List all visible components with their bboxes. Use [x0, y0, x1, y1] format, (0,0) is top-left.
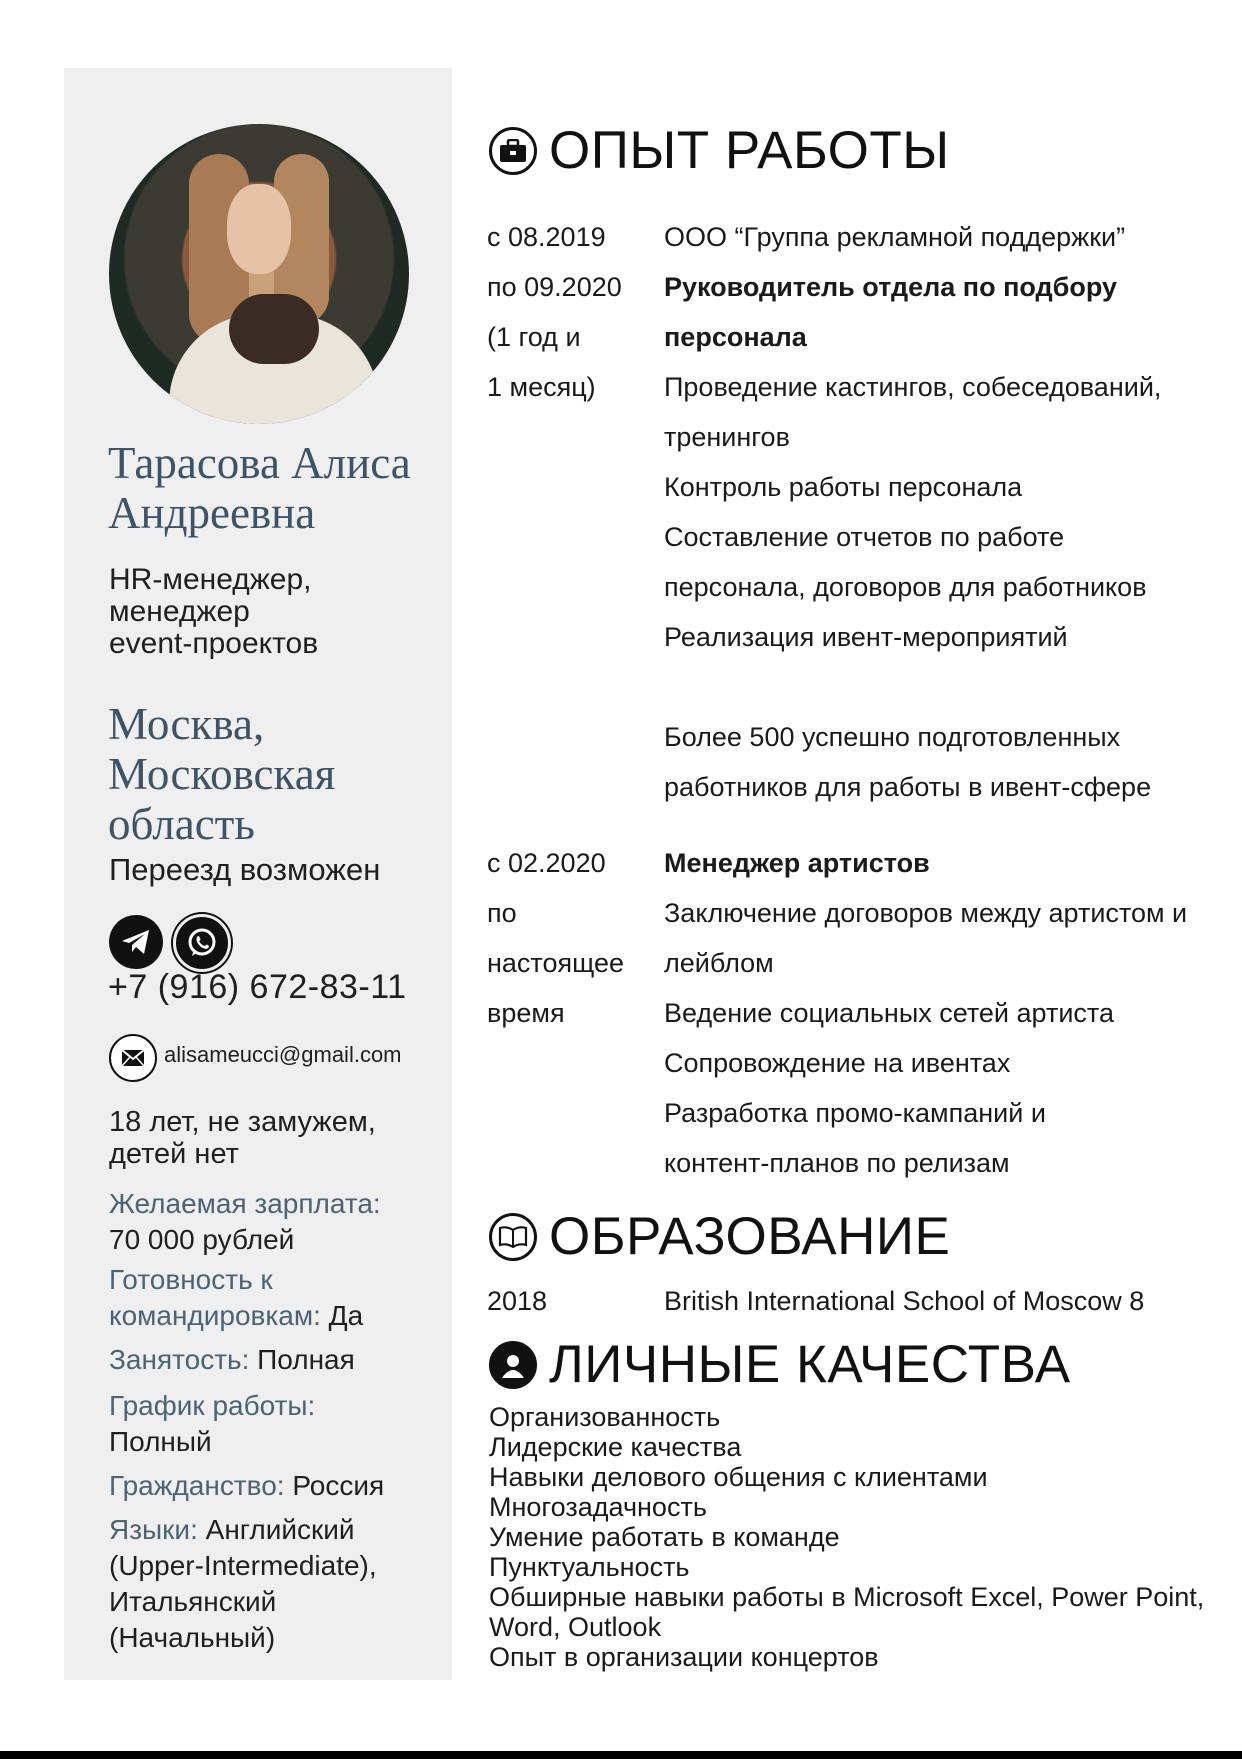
languages-info: Языки: Английский (Upper-Intermediate), Итальянский (Начальный) — [109, 1514, 377, 1653]
job-1-position: Руководитель отдела по подбору — [664, 272, 1118, 302]
job-1-company: ООО “Группа рекламной поддержки” — [664, 222, 1126, 252]
education-school: British International School of Moscow 8 — [664, 1286, 1145, 1316]
list-item: Умение работать в команде — [489, 1522, 840, 1552]
job-2-duty: контент-планов по релизам — [664, 1148, 1010, 1178]
job-1-duty: Проведение кастингов, собеседований, — [664, 372, 1162, 402]
education-heading: ОБРАЗОВАНИЕ — [489, 1206, 950, 1267]
list-item: Многозадачность — [489, 1492, 707, 1522]
email-address[interactable]: alisameucci@gmail.com — [164, 1042, 402, 1067]
job-2-dates: с 02.2020 по настоящее время — [487, 848, 625, 1028]
job-1-duty: Реализация ивент-мероприятий — [664, 622, 1068, 652]
telegram-icon[interactable] — [109, 915, 163, 969]
phone-number[interactable]: +7 (916) 672-83-11 — [108, 968, 407, 1006]
briefcase-icon — [489, 127, 537, 175]
relocation-note: Переезд возможен — [109, 852, 381, 887]
envelope-icon — [109, 1034, 157, 1082]
list-item: Пунктуальность — [489, 1552, 690, 1582]
business-trips-info: Готовность к командировкам: Да — [109, 1264, 364, 1331]
schedule-info: График работы: Полный — [109, 1390, 316, 1457]
personal-info: 18 лет, не замужем, детей нет — [109, 1106, 376, 1170]
job-2-duty: Ведение социальных сетей артиста — [664, 998, 1114, 1028]
job-2-duty: Сопровождение на ивентах — [664, 1048, 1011, 1078]
job-2-duty: лейблом — [664, 948, 774, 978]
book-icon — [489, 1213, 537, 1261]
job-1-duty: тренингов — [664, 422, 790, 452]
job-1-achievement: работников для работы в ивент-сфере — [664, 772, 1152, 802]
job-1-dates: с 08.2019 по 09.2020 (1 год и 1 месяц) — [487, 222, 622, 402]
experience-heading: ОПЫТ РАБОТЫ — [489, 120, 950, 181]
salary-info: Желаемая зарплата: 70 000 рублей — [109, 1188, 381, 1255]
list-item: Навыки делового общения с клиентами — [489, 1462, 988, 1492]
bottom-edge-bar — [0, 1751, 1242, 1759]
citizenship-info: Гражданство: Россия — [109, 1470, 385, 1501]
job-title: HR-менеджер, менеджер event-проектов — [109, 563, 319, 660]
job-2-position: Менеджер артистов — [664, 848, 930, 878]
employment-info: Занятость: Полная — [109, 1344, 355, 1375]
job-1-details — [664, 212, 1234, 812]
qualities-list — [489, 1402, 1239, 1672]
job-1-achievement: Более 500 успешно подготовленных — [664, 722, 1121, 752]
job-2-details — [664, 838, 1234, 1188]
person-icon — [489, 1341, 537, 1389]
job-1-duty: Контроль работы персонала — [664, 472, 1023, 502]
whatsapp-icon[interactable] — [173, 914, 231, 972]
list-item: Организованность — [489, 1402, 721, 1432]
list-item: Лидерские качества — [489, 1432, 742, 1462]
job-2-duty: Заключение договоров между артистом и — [664, 898, 1188, 928]
list-item: Обширные навыки работы в Microsoft Excel, Power Point, — [489, 1582, 1205, 1612]
city: Москва, Московская область — [108, 699, 336, 849]
profile-photo — [109, 124, 409, 424]
list-item: Word, Outlook — [489, 1612, 662, 1642]
full-name: Тарасова Алиса Андреевна — [108, 438, 411, 538]
education-year: 2018 — [487, 1286, 548, 1316]
job-2-duty: Разработка промо-кампаний и — [664, 1098, 1046, 1128]
qualities-heading: ЛИЧНЫЕ КАЧЕСТВА — [489, 1334, 1071, 1395]
list-item: Опыт в организации концертов — [489, 1642, 879, 1672]
job-1-duty: персонала, договоров для работников — [664, 572, 1147, 602]
job-1-position: персонала — [664, 322, 807, 352]
job-1-duty: Составление отчетов по работе — [664, 522, 1065, 552]
